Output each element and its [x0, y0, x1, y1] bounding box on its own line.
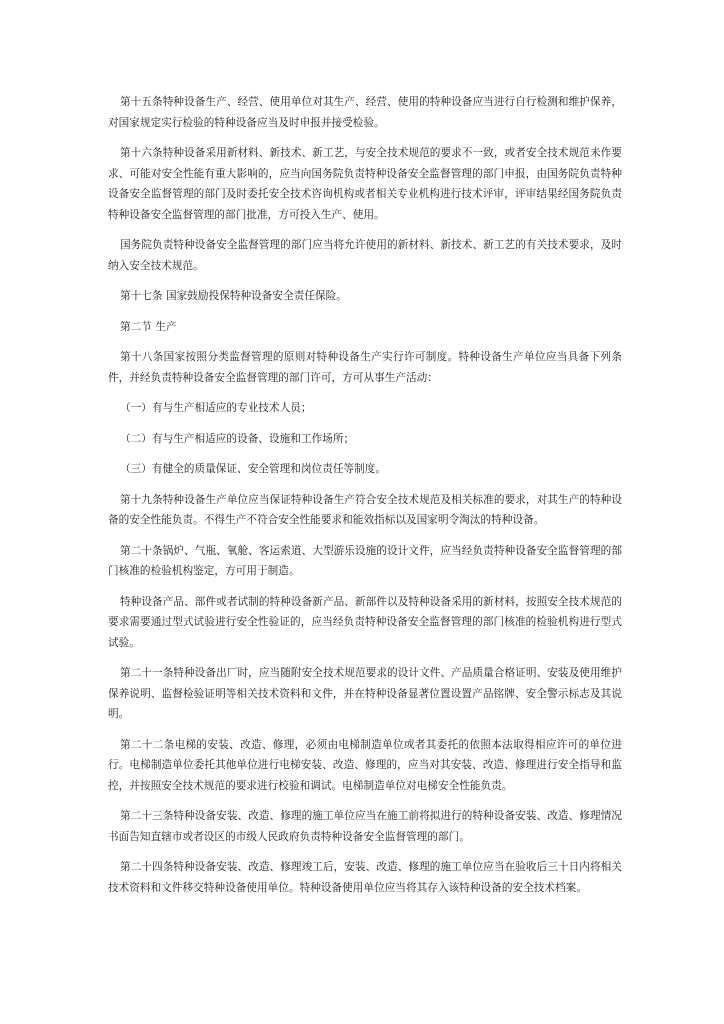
article-23-paragraph: 第二十三条特种设备安装、改造、修理的施工单位应当在施工前将拟进行的特种设备安装、改造、修理情况书面告知直辖市或者设区的市级人民政府负责特种设备安全监督管理的部门。	[108, 810, 622, 843]
article-20-paragraph-2: 特种设备产品、部件或者试制的特种设备新产品、新部件以及特种设备采用的新材料，按照安全技术规范的要求需要通过型式试验进行安全性验证的，应当经负责特种设备安全监督管理的部门核准的检验机构进行型式试验。	[108, 595, 622, 649]
article-15-paragraph: 第十五条特种设备生产、经营、使用单位对其生产、经营、使用的特种设备应当进行自行检测和维护保养，对国家规定实行检验的特种设备应当及时申报并接受检验。	[108, 96, 622, 129]
document-body	[108, 92, 622, 908]
article-18-item-3: （三）有健全的质量保证、安全管理和岗位责任等制度。	[120, 463, 387, 475]
article-18-item-2: （二）有与生产相适应的设备、设施和工作场所；	[120, 432, 355, 445]
article-21-paragraph: 第二十一条特种设备出厂时，应当随附安全技术规范要求的设计文件、产品质量合格证明、安装及使用维护保养说明、监督检验证明等相关技术资料和文件，并在特种设备显著位置设置产品铭牌、安全警示标志及其说明。	[108, 667, 622, 720]
article-16-paragraph: 第十六条特种设备采用新材料、新技术、新工艺，与安全技术规范的要求不一致，或者安全技术规范未作要求、可能对安全性能有重大影响的，应当向国务院负责特种设备安全监督管理的部门申报，由国务院负责特种设备安全监督管理的部门及时委托安全技术咨询机构或者相关专业机构进行技术评审，评审结果经国务院负责特种设备安全监督管理的部门批准，方可投入生产、使用。	[108, 147, 622, 221]
article-16-paragraph-2: 国务院负责特种设备安全监督管理的部门应当将允许使用的新材料、新技术、新工艺的有关技术要求，及时纳入安全技术规范。	[108, 239, 622, 272]
article-24-paragraph: 第二十四条特种设备安装、改造、修理竣工后，安装、改造、修理的施工单位应当在验收后三十日内将相关技术资料和文件移交特种设备使用单位。特种设备使用单位应当将其存入该特种设备的安全技术档案。	[108, 861, 622, 894]
article-22-paragraph: 第二十二条电梯的安装、改造、修理，必须由电梯制造单位或者其委托的依照本法取得相应许可的单位进行。电梯制造单位委托其他单位进行电梯安装、改造、修理的，应当对其安装、改造、修理进行安全指导和监控，并按照安全技术规范的要求进行校验和调试。电梯制造单位对电梯安全性能负责。	[108, 738, 622, 792]
article-17-paragraph: 第十七条 国家鼓励投保特种设备安全责任保险。	[120, 290, 347, 302]
article-20-paragraph: 第二十条锅炉、气瓶、氧舱、客运索道、大型游乐设施的设计文件，应当经负责特种设备安全监督管理的部门核准的检验机构鉴定，方可用于制造。	[108, 544, 622, 577]
article-18-paragraph: 第十八条国家按照分类监督管理的原则对特种设备生产实行许可制度。特种设备生产单位应当具备下列条件，并经负责特种设备安全监督管理的部门许可，方可从事生产活动：	[108, 351, 622, 384]
section-heading-production: 第二节 生产	[120, 320, 177, 333]
article-19-paragraph: 第十九条特种设备生产单位应当保证特种设备生产符合安全技术规范及相关标准的要求，对其生产的特种设备的安全性能负责。不得生产不符合安全性能要求和能效指标以及国家明令淘汰的特种设备。	[108, 493, 622, 526]
article-18-item-1: （一）有与生产相适应的专业技术人员；	[120, 402, 312, 414]
